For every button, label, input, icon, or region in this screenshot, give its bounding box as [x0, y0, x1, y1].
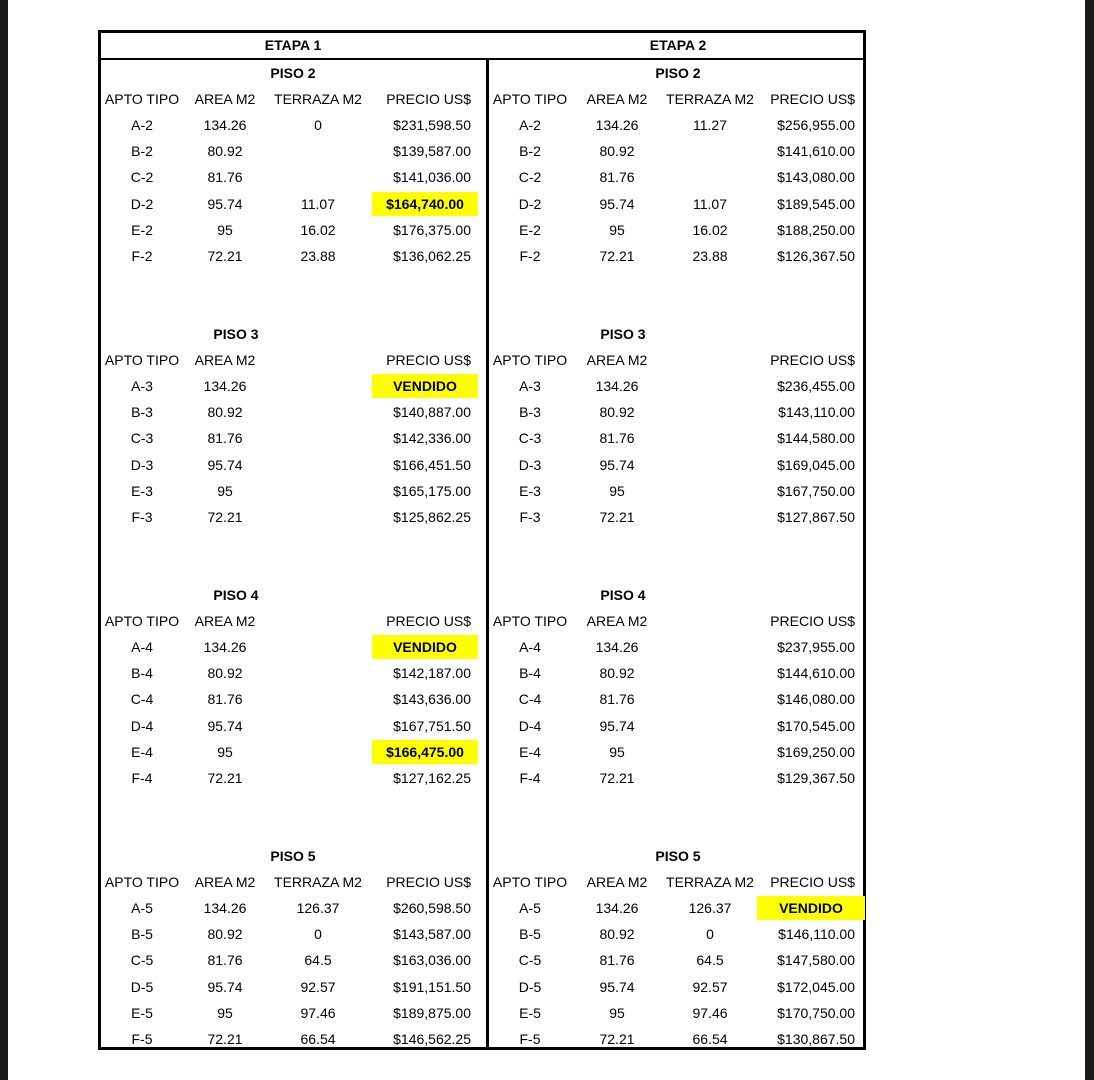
area-cell: 134.26: [595, 378, 639, 394]
area-cell: 81.76: [599, 169, 635, 185]
apto-cell: C-3: [518, 430, 542, 446]
area-cell: 95: [217, 744, 233, 760]
apto-cell: F-2: [519, 248, 541, 264]
area-cell: 95.74: [599, 196, 635, 212]
precio-cell: $146,080.00: [777, 691, 855, 707]
column-header-area: AREA M2: [194, 613, 256, 629]
apto-cell: D-2: [518, 196, 542, 212]
precio-cell: $189,545.00: [777, 196, 855, 212]
terraza-cell: 0: [706, 926, 714, 942]
column-header-apto: APTO TIPO: [104, 352, 180, 368]
precio-cell: $256,955.00: [777, 117, 855, 133]
apto-cell: B-2: [131, 143, 153, 159]
area-cell: 95: [609, 222, 625, 238]
area-cell: 72.21: [207, 770, 243, 786]
apto-cell: D-5: [518, 979, 542, 995]
precio-cell: $144,580.00: [777, 430, 855, 446]
apto-cell: B-5: [519, 926, 541, 942]
apto-cell: D-3: [130, 457, 154, 473]
precio-cell: $166,451.50: [393, 457, 471, 473]
terraza-cell: 23.88: [300, 248, 336, 264]
floor-title: PISO 3: [213, 326, 259, 342]
area-cell: 72.21: [207, 1031, 243, 1047]
precio-cell: $140,887.00: [393, 404, 471, 420]
apto-cell: C-3: [130, 430, 154, 446]
terraza-cell: 11.07: [693, 196, 727, 212]
precio-cell: $144,610.00: [777, 665, 855, 681]
precio-highlight-cell: $164,740.00: [372, 192, 478, 216]
precio-cell: $167,751.50: [393, 718, 471, 734]
precio-cell: $176,375.00: [393, 222, 471, 238]
precio-cell: $236,455.00: [777, 378, 855, 394]
terraza-cell: 64.5: [696, 952, 724, 968]
precio-cell: $167,750.00: [777, 483, 855, 499]
precio-cell: $260,598.50: [393, 900, 471, 916]
apto-cell: C-4: [130, 691, 154, 707]
apto-cell: E-5: [131, 1005, 153, 1021]
apto-cell: B-2: [519, 143, 541, 159]
area-cell: 80.92: [207, 404, 243, 420]
precio-cell: $141,610.00: [777, 143, 855, 159]
precio-cell: $143,636.00: [393, 691, 471, 707]
apto-cell: A-3: [131, 378, 153, 394]
precio-cell: $163,036.00: [393, 952, 471, 968]
apto-cell: D-3: [518, 457, 542, 473]
column-header-precio: PRECIO US$: [386, 613, 471, 629]
apto-cell: C-5: [518, 952, 542, 968]
precio-cell: $165,175.00: [393, 483, 471, 499]
column-header-apto: APTO TIPO: [492, 874, 568, 890]
terraza-cell: 92.57: [692, 979, 728, 995]
precio-cell: $129,367.50: [777, 770, 855, 786]
apto-cell: E-5: [519, 1005, 541, 1021]
apto-cell: F-4: [131, 770, 153, 786]
column-header-precio: PRECIO US$: [770, 613, 855, 629]
area-cell: 95.74: [599, 457, 635, 473]
area-cell: 80.92: [599, 926, 635, 942]
precio-cell: $169,045.00: [777, 457, 855, 473]
precio-cell: $231,598.50: [393, 117, 471, 133]
apto-cell: F-5: [519, 1031, 541, 1047]
apto-cell: A-5: [519, 900, 541, 916]
area-cell: 134.26: [203, 117, 247, 133]
terraza-cell: 126.37: [688, 900, 732, 916]
apto-cell: A-4: [131, 639, 153, 655]
precio-cell: $189,875.00: [393, 1005, 471, 1021]
terraza-cell: 0: [314, 117, 322, 133]
area-cell: 80.92: [599, 665, 635, 681]
area-cell: 80.92: [207, 143, 243, 159]
column-header-area: AREA M2: [194, 352, 256, 368]
area-cell: 95: [217, 483, 233, 499]
area-cell: 134.26: [595, 117, 639, 133]
terraza-cell: 16.02: [692, 222, 728, 238]
precio-cell: $146,562.25: [393, 1031, 471, 1047]
etapa-1-title: ETAPA 1: [264, 37, 322, 53]
apto-cell: B-3: [131, 404, 153, 420]
precio-cell: $170,545.00: [777, 718, 855, 734]
column-header-precio: PRECIO US$: [770, 352, 855, 368]
area-cell: 95.74: [599, 718, 635, 734]
apto-cell: E-3: [519, 483, 541, 499]
terraza-cell: 64.5: [304, 952, 332, 968]
precio-cell: $170,750.00: [777, 1005, 855, 1021]
column-header-apto: APTO TIPO: [492, 613, 568, 629]
column-header-apto: APTO TIPO: [104, 613, 180, 629]
precio-highlight-cell: VENDIDO: [372, 635, 478, 659]
area-cell: 95: [609, 744, 625, 760]
apto-cell: B-5: [131, 926, 153, 942]
apto-cell: A-4: [519, 639, 541, 655]
area-cell: 80.92: [599, 143, 635, 159]
terraza-cell: 66.54: [692, 1031, 728, 1047]
precio-cell: $142,336.00: [393, 430, 471, 446]
column-header-precio: PRECIO US$: [386, 352, 471, 368]
precio-highlight-cell: $166,475.00: [372, 740, 478, 764]
precio-cell: $147,580.00: [777, 952, 855, 968]
area-cell: 95: [217, 222, 233, 238]
apto-cell: C-2: [518, 169, 542, 185]
apto-cell: F-3: [131, 509, 153, 525]
apto-cell: B-3: [519, 404, 541, 420]
area-cell: 72.21: [599, 509, 635, 525]
floor-title: PISO 2: [270, 65, 316, 81]
area-cell: 72.21: [599, 248, 635, 264]
terraza-cell: 11.07: [301, 196, 335, 212]
area-cell: 72.21: [207, 248, 243, 264]
column-header-area: AREA M2: [586, 613, 648, 629]
area-cell: 81.76: [599, 430, 635, 446]
precio-highlight-cell: VENDIDO: [757, 896, 865, 920]
apto-cell: E-2: [519, 222, 541, 238]
apto-cell: E-4: [519, 744, 541, 760]
area-cell: 95.74: [207, 979, 243, 995]
apto-cell: C-4: [518, 691, 542, 707]
column-header-area: AREA M2: [194, 91, 256, 107]
apto-cell: A-3: [519, 378, 541, 394]
apto-cell: F-2: [131, 248, 153, 264]
area-cell: 134.26: [595, 639, 639, 655]
terraza-cell: 66.54: [300, 1031, 336, 1047]
apto-cell: D-4: [130, 718, 154, 734]
column-header-apto: APTO TIPO: [104, 874, 180, 890]
apto-cell: E-4: [131, 744, 153, 760]
area-cell: 95: [217, 1005, 233, 1021]
apto-cell: D-5: [130, 979, 154, 995]
floor-title: PISO 2: [655, 65, 701, 81]
terraza-cell: 11.27: [693, 117, 727, 133]
area-cell: 134.26: [203, 639, 247, 655]
area-cell: 134.26: [203, 378, 247, 394]
precio-cell: $146,110.00: [778, 926, 855, 942]
precio-cell: $169,250.00: [777, 744, 855, 760]
column-header-terraza: TERRAZA M2: [274, 91, 362, 107]
area-cell: 81.76: [599, 691, 635, 707]
precio-cell: $139,587.00: [393, 143, 471, 159]
apto-cell: A-2: [519, 117, 541, 133]
area-cell: 95: [609, 1005, 625, 1021]
floor-title: PISO 4: [213, 587, 259, 603]
precio-cell: $237,955.00: [777, 639, 855, 655]
terraza-cell: 16.02: [300, 222, 336, 238]
precio-cell: $172,045.00: [777, 979, 855, 995]
area-cell: 134.26: [595, 900, 639, 916]
column-header-terraza: TERRAZA M2: [666, 874, 754, 890]
column-header-precio: PRECIO US$: [770, 874, 855, 890]
precio-cell: $143,587.00: [393, 926, 471, 942]
area-cell: 95: [609, 483, 625, 499]
header-divider: [98, 58, 866, 60]
area-cell: 81.76: [207, 169, 243, 185]
precio-cell: $136,062.25: [393, 248, 471, 264]
area-cell: 81.76: [207, 430, 243, 446]
column-header-precio: PRECIO US$: [386, 91, 471, 107]
terraza-cell: 97.46: [300, 1005, 336, 1021]
apto-cell: A-2: [131, 117, 153, 133]
area-cell: 95.74: [207, 457, 243, 473]
precio-cell: $143,080.00: [777, 169, 855, 185]
column-header-precio: PRECIO US$: [386, 874, 471, 890]
precio-highlight-cell: VENDIDO: [372, 374, 478, 398]
apto-cell: F-5: [131, 1031, 153, 1047]
precio-cell: $142,187.00: [393, 665, 471, 681]
apto-cell: E-2: [131, 222, 153, 238]
stage-divider: [486, 58, 489, 1050]
apto-cell: A-5: [131, 900, 153, 916]
area-cell: 81.76: [599, 952, 635, 968]
area-cell: 95.74: [599, 979, 635, 995]
column-header-terraza: TERRAZA M2: [666, 91, 754, 107]
column-header-apto: APTO TIPO: [492, 352, 568, 368]
area-cell: 72.21: [599, 1031, 635, 1047]
column-header-apto: APTO TIPO: [492, 91, 568, 107]
column-header-precio: PRECIO US$: [770, 91, 855, 107]
area-cell: 72.21: [599, 770, 635, 786]
apto-cell: C-5: [130, 952, 154, 968]
precio-cell: $143,110.00: [778, 404, 855, 420]
terraza-cell: 92.57: [300, 979, 336, 995]
area-cell: 72.21: [207, 509, 243, 525]
apto-cell: D-2: [130, 196, 154, 212]
area-cell: 80.92: [207, 665, 243, 681]
apto-cell: F-3: [519, 509, 541, 525]
area-cell: 80.92: [207, 926, 243, 942]
precio-cell: $127,867.50: [777, 509, 855, 525]
floor-title: PISO 5: [655, 848, 701, 864]
column-header-area: AREA M2: [586, 352, 648, 368]
terraza-cell: 97.46: [692, 1005, 728, 1021]
floor-title: PISO 4: [600, 587, 646, 603]
area-cell: 80.92: [599, 404, 635, 420]
area-cell: 95.74: [207, 196, 243, 212]
column-header-apto: APTO TIPO: [104, 91, 180, 107]
precio-cell: $188,250.00: [777, 222, 855, 238]
column-header-area: AREA M2: [194, 874, 256, 890]
precio-cell: $125,862.25: [393, 509, 471, 525]
precio-cell: $141,036.00: [393, 169, 471, 185]
precio-cell: $127,162.25: [393, 770, 471, 786]
precio-cell: $191,151.50: [393, 979, 471, 995]
area-cell: 81.76: [207, 952, 243, 968]
apto-cell: C-2: [130, 169, 154, 185]
area-cell: 81.76: [207, 691, 243, 707]
floor-title: PISO 5: [270, 848, 316, 864]
apto-cell: F-4: [519, 770, 541, 786]
precio-cell: $130,867.50: [777, 1031, 855, 1047]
apto-cell: D-4: [518, 718, 542, 734]
etapa-2-title: ETAPA 2: [649, 37, 707, 53]
apto-cell: B-4: [519, 665, 541, 681]
area-cell: 95.74: [207, 718, 243, 734]
column-header-area: AREA M2: [586, 874, 648, 890]
floor-title: PISO 3: [600, 326, 646, 342]
terraza-cell: 0: [314, 926, 322, 942]
apto-cell: B-4: [131, 665, 153, 681]
column-header-area: AREA M2: [586, 91, 648, 107]
apto-cell: E-3: [131, 483, 153, 499]
terraza-cell: 126.37: [296, 900, 340, 916]
area-cell: 134.26: [203, 900, 247, 916]
terraza-cell: 23.88: [692, 248, 728, 264]
column-header-terraza: TERRAZA M2: [274, 874, 362, 890]
precio-cell: $126,367.50: [777, 248, 855, 264]
